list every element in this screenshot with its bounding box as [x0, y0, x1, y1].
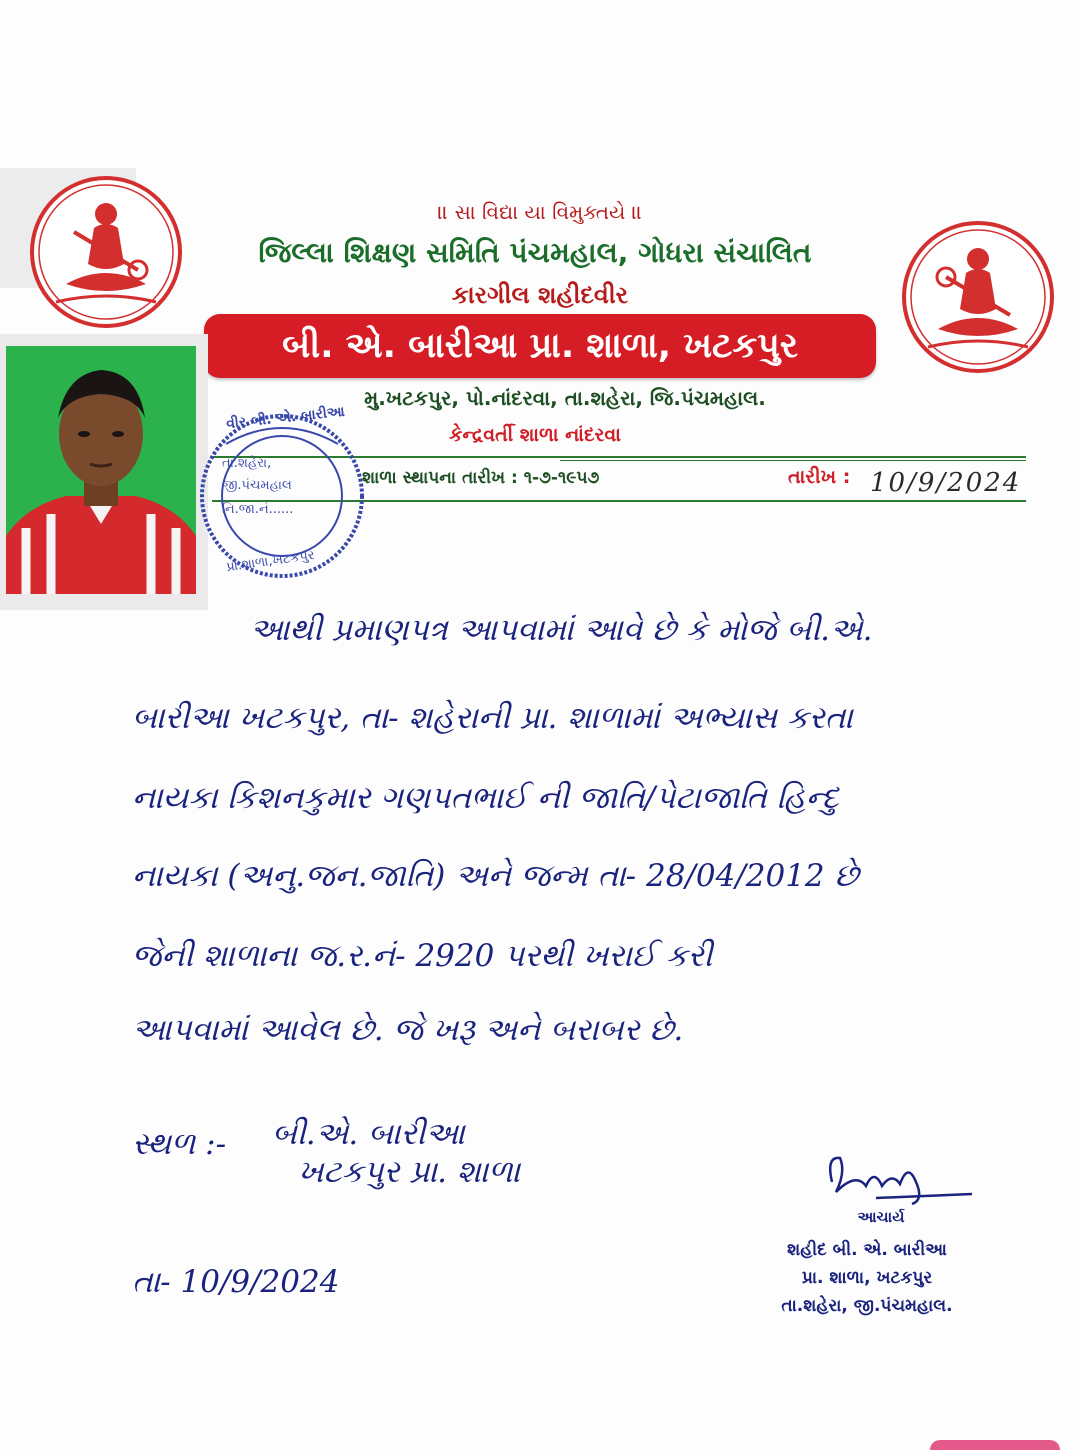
signature-caption: આચાર્ય — [857, 1208, 905, 1226]
certificate-line-1: આથી પ્રમાણપત્ર આપવામાં આવે છે કે મોજે બી.એ. — [250, 612, 873, 648]
seal-line-district: જી.પંચમહાલ — [222, 478, 292, 493]
date-label: તારીખ : — [788, 466, 851, 488]
issue-date: 10/9/2024 — [870, 468, 1022, 498]
stamp-line-1: શહીદ બી. એ. બારીઆ — [787, 1240, 947, 1260]
stamp-line-2: પ્રા. શાળા, ખટકપુર — [801, 1268, 933, 1288]
establishment-date: શાળા સ્થાપના તારીખ : ૧-૭-૧૯૫૭ — [362, 468, 600, 488]
place-line-1: બી.એ. બારીઆ — [272, 1116, 465, 1152]
bottom-edge-mark — [930, 1440, 1060, 1450]
kargil-subheading: કારગીલ શહીદવીર — [451, 281, 629, 309]
certificate-line-3: નાયકા કિશનકુમાર ગણપતભાઈ ની જાતિ/પેટાજાતિ હિન્દુ — [132, 780, 839, 816]
seal-outer-text: વીર બી. એ. બારીઆ — [225, 403, 346, 433]
committee-heading: જિલ્લા શિક્ષણ સમિતિ પંચમહાલ, ગોધરા સંચાલિત — [258, 236, 812, 269]
stamp-line-3: તા.શહેરા, જી.પંચમહાલ. — [781, 1296, 953, 1316]
seal-line-school: પ્રા.શાળા,ખટકપુર — [225, 547, 316, 576]
saraswati-logo-right-icon — [898, 217, 1058, 377]
certificate-line-5: જેની શાળાના જ.ર.નં- 2920 પરથી ખરાઈ કરી — [132, 938, 713, 974]
place-label: સ્થળ :- — [132, 1126, 227, 1162]
school-name-banner: બી. એ. બારીઆ પ્રા. શાળા, ખટકપુર — [204, 314, 876, 378]
certificate-line-4: નાયકા (અનુ.જન.જાતિ) અને જન્મ તા- 28/04/2012 છે — [132, 858, 859, 894]
student-photo-icon — [6, 346, 196, 594]
school-address: મુ.ખટકપુર, પો.નાંદરવા, તા.શહેરા, જિ.પંચમહાલ. — [364, 386, 766, 410]
certificate-line-6: આપવામાં આવેલ છે. જે ખરૂ અને બરાબર છે. — [132, 1012, 684, 1048]
central-school-label: કેન્દ્રવર્તી શાળા નાંદરવા — [449, 424, 621, 446]
certificate-line-2: બારીઆ ખટકપુર, તા- શહેરાની પ્રા. શાળામાં અભ્યાસ કરતા — [132, 700, 853, 736]
saraswati-logo-left-icon — [26, 172, 186, 332]
principal-signature-icon — [816, 1142, 976, 1212]
principal-stamp — [752, 1236, 982, 1320]
place-line-2: ખટકપુર પ્રા. શાળા — [298, 1154, 521, 1190]
seal-line-taluka: તા.શહેરા, — [222, 456, 272, 471]
footer-date: તા- 10/9/2024 — [132, 1264, 340, 1300]
seal-line-number: નિ.જા.નં...... — [222, 502, 294, 517]
header-divider-thin — [560, 460, 1026, 461]
school-motto: ॥ સા વિદ્યા યા વિમુક્તયે ॥ — [437, 200, 643, 224]
